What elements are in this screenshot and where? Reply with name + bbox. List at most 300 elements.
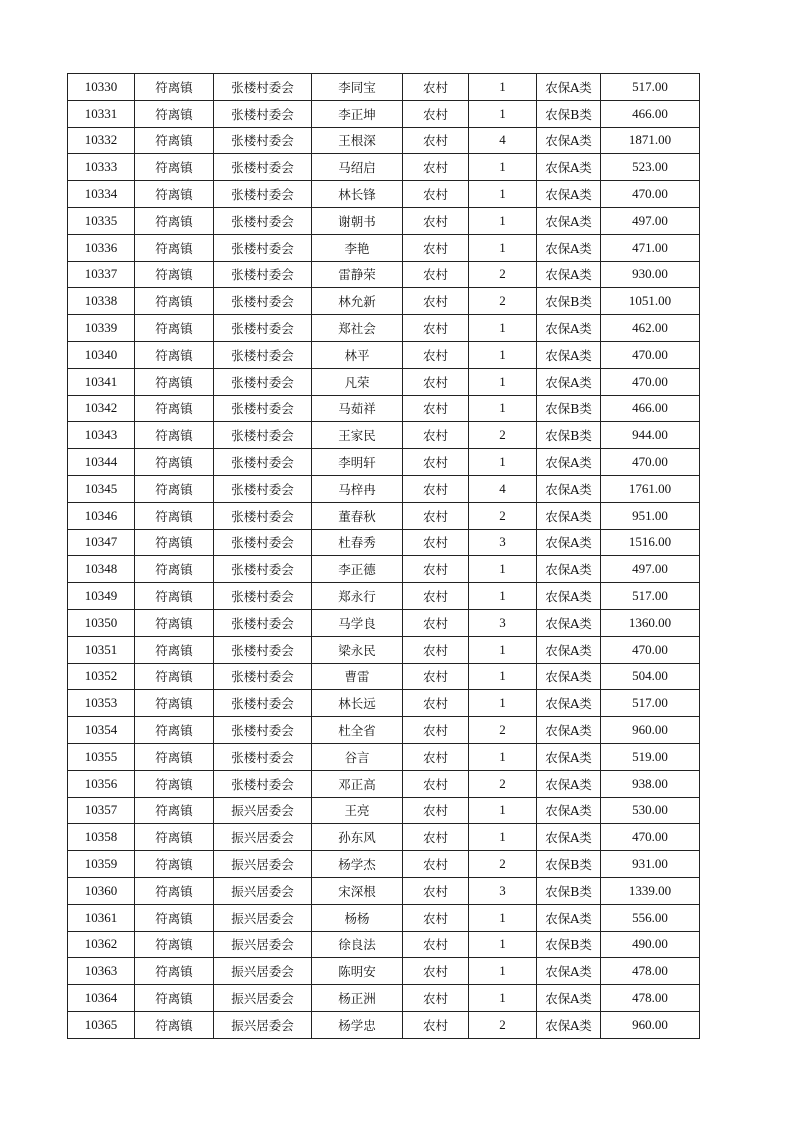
name-cell: 邓正高 xyxy=(312,770,403,797)
table-row xyxy=(68,261,700,288)
area-type-cell: 农村 xyxy=(403,824,469,851)
insurance-category-cell: 农保A类 xyxy=(537,958,601,985)
amount-cell: 1516.00 xyxy=(601,529,700,556)
area-type-cell: 农村 xyxy=(403,851,469,878)
record-id-cell: 10357 xyxy=(68,797,135,824)
table-row xyxy=(68,556,700,583)
household-count-cell: 1 xyxy=(469,449,537,476)
town-cell: 符离镇 xyxy=(135,127,214,154)
table-row xyxy=(68,288,700,315)
name-cell: 杨学杰 xyxy=(312,851,403,878)
area-type-cell: 农村 xyxy=(403,341,469,368)
area-type-cell: 农村 xyxy=(403,368,469,395)
name-cell: 杨学忠 xyxy=(312,1011,403,1038)
amount-cell: 497.00 xyxy=(601,556,700,583)
amount-cell: 504.00 xyxy=(601,663,700,690)
amount-cell: 462.00 xyxy=(601,315,700,342)
household-count-cell: 1 xyxy=(469,341,537,368)
table-row xyxy=(68,74,700,101)
record-id-cell: 10339 xyxy=(68,315,135,342)
town-cell: 符离镇 xyxy=(135,663,214,690)
area-type-cell: 农村 xyxy=(403,127,469,154)
household-count-cell: 1 xyxy=(469,690,537,717)
area-type-cell: 农村 xyxy=(403,207,469,234)
household-count-cell: 1 xyxy=(469,824,537,851)
insurance-category-cell: 农保A类 xyxy=(537,556,601,583)
insurance-category-cell: 农保A类 xyxy=(537,181,601,208)
name-cell: 董春秋 xyxy=(312,502,403,529)
area-type-cell: 农村 xyxy=(403,100,469,127)
amount-cell: 517.00 xyxy=(601,690,700,717)
household-count-cell: 1 xyxy=(469,985,537,1012)
committee-cell: 张楼村委会 xyxy=(214,636,312,663)
insurance-category-cell: 农保A类 xyxy=(537,207,601,234)
insurance-category-cell: 农保A类 xyxy=(537,261,601,288)
record-id-cell: 10356 xyxy=(68,770,135,797)
table-row xyxy=(68,100,700,127)
household-count-cell: 4 xyxy=(469,127,537,154)
insurance-category-cell: 农保B类 xyxy=(537,422,601,449)
committee-cell: 张楼村委会 xyxy=(214,127,312,154)
amount-cell: 1360.00 xyxy=(601,609,700,636)
record-id-cell: 10347 xyxy=(68,529,135,556)
committee-cell: 张楼村委会 xyxy=(214,181,312,208)
town-cell: 符离镇 xyxy=(135,315,214,342)
record-id-cell: 10343 xyxy=(68,422,135,449)
insurance-category-cell: 农保A类 xyxy=(537,234,601,261)
household-count-cell: 2 xyxy=(469,261,537,288)
household-count-cell: 1 xyxy=(469,797,537,824)
amount-cell: 1051.00 xyxy=(601,288,700,315)
insurance-category-cell: 农保A类 xyxy=(537,609,601,636)
table-row xyxy=(68,690,700,717)
insurance-category-cell: 农保B类 xyxy=(537,877,601,904)
area-type-cell: 农村 xyxy=(403,1011,469,1038)
name-cell: 杜春秀 xyxy=(312,529,403,556)
amount-cell: 931.00 xyxy=(601,851,700,878)
record-id-cell: 10340 xyxy=(68,341,135,368)
name-cell: 梁永民 xyxy=(312,636,403,663)
name-cell: 徐良法 xyxy=(312,931,403,958)
town-cell: 符离镇 xyxy=(135,529,214,556)
record-id-cell: 10353 xyxy=(68,690,135,717)
amount-cell: 470.00 xyxy=(601,636,700,663)
insurance-category-cell: 农保A类 xyxy=(537,1011,601,1038)
insurance-category-cell: 农保A类 xyxy=(537,368,601,395)
table-row xyxy=(68,851,700,878)
area-type-cell: 农村 xyxy=(403,422,469,449)
insurance-category-cell: 农保A类 xyxy=(537,154,601,181)
area-type-cell: 农村 xyxy=(403,502,469,529)
town-cell: 符离镇 xyxy=(135,368,214,395)
name-cell: 林平 xyxy=(312,341,403,368)
insurance-category-cell: 农保A类 xyxy=(537,904,601,931)
record-id-cell: 10341 xyxy=(68,368,135,395)
committee-cell: 振兴居委会 xyxy=(214,824,312,851)
household-count-cell: 3 xyxy=(469,529,537,556)
name-cell: 雷静荣 xyxy=(312,261,403,288)
committee-cell: 张楼村委会 xyxy=(214,154,312,181)
record-id-cell: 10362 xyxy=(68,931,135,958)
town-cell: 符离镇 xyxy=(135,449,214,476)
household-count-cell: 2 xyxy=(469,422,537,449)
committee-cell: 振兴居委会 xyxy=(214,985,312,1012)
town-cell: 符离镇 xyxy=(135,556,214,583)
amount-cell: 470.00 xyxy=(601,368,700,395)
amount-cell: 951.00 xyxy=(601,502,700,529)
town-cell: 符离镇 xyxy=(135,985,214,1012)
insurance-category-cell: 农保A类 xyxy=(537,449,601,476)
area-type-cell: 农村 xyxy=(403,315,469,342)
table-row xyxy=(68,797,700,824)
amount-cell: 466.00 xyxy=(601,395,700,422)
amount-cell: 517.00 xyxy=(601,583,700,610)
table-row xyxy=(68,583,700,610)
insurance-category-cell: 农保A类 xyxy=(537,341,601,368)
committee-cell: 振兴居委会 xyxy=(214,931,312,958)
household-count-cell: 1 xyxy=(469,904,537,931)
table-row xyxy=(68,824,700,851)
town-cell: 符离镇 xyxy=(135,100,214,127)
amount-cell: 960.00 xyxy=(601,1011,700,1038)
table-row xyxy=(68,475,700,502)
town-cell: 符离镇 xyxy=(135,770,214,797)
area-type-cell: 农村 xyxy=(403,449,469,476)
insurance-category-cell: 农保A类 xyxy=(537,74,601,101)
committee-cell: 张楼村委会 xyxy=(214,395,312,422)
committee-cell: 张楼村委会 xyxy=(214,261,312,288)
table-row xyxy=(68,958,700,985)
name-cell: 马梓冉 xyxy=(312,475,403,502)
insurance-category-cell: 农保A类 xyxy=(537,770,601,797)
record-id-cell: 10332 xyxy=(68,127,135,154)
area-type-cell: 农村 xyxy=(403,797,469,824)
town-cell: 符离镇 xyxy=(135,288,214,315)
table-row xyxy=(68,234,700,261)
amount-cell: 1761.00 xyxy=(601,475,700,502)
insurance-category-cell: 农保A类 xyxy=(537,824,601,851)
area-type-cell: 农村 xyxy=(403,717,469,744)
table-row xyxy=(68,636,700,663)
table-row xyxy=(68,154,700,181)
insurance-category-cell: 农保A类 xyxy=(537,743,601,770)
household-count-cell: 3 xyxy=(469,609,537,636)
name-cell: 宋深根 xyxy=(312,877,403,904)
record-id-cell: 10342 xyxy=(68,395,135,422)
amount-cell: 930.00 xyxy=(601,261,700,288)
amount-cell: 517.00 xyxy=(601,74,700,101)
town-cell: 符离镇 xyxy=(135,475,214,502)
table-row xyxy=(68,663,700,690)
table-row xyxy=(68,877,700,904)
record-id-cell: 10333 xyxy=(68,154,135,181)
household-count-cell: 1 xyxy=(469,207,537,234)
amount-cell: 478.00 xyxy=(601,985,700,1012)
committee-cell: 张楼村委会 xyxy=(214,717,312,744)
area-type-cell: 农村 xyxy=(403,583,469,610)
town-cell: 符离镇 xyxy=(135,717,214,744)
household-count-cell: 2 xyxy=(469,502,537,529)
name-cell: 凡荣 xyxy=(312,368,403,395)
household-count-cell: 1 xyxy=(469,395,537,422)
town-cell: 符离镇 xyxy=(135,74,214,101)
name-cell: 杜全省 xyxy=(312,717,403,744)
household-count-cell: 2 xyxy=(469,288,537,315)
committee-cell: 张楼村委会 xyxy=(214,502,312,529)
insurance-category-cell: 农保A类 xyxy=(537,636,601,663)
amount-cell: 960.00 xyxy=(601,717,700,744)
insurance-category-cell: 农保B类 xyxy=(537,851,601,878)
amount-cell: 1871.00 xyxy=(601,127,700,154)
name-cell: 曹雷 xyxy=(312,663,403,690)
amount-cell: 471.00 xyxy=(601,234,700,261)
town-cell: 符离镇 xyxy=(135,234,214,261)
amount-cell: 470.00 xyxy=(601,449,700,476)
insurance-category-cell: 农保A类 xyxy=(537,475,601,502)
committee-cell: 张楼村委会 xyxy=(214,475,312,502)
table-row xyxy=(68,368,700,395)
name-cell: 李正德 xyxy=(312,556,403,583)
name-cell: 孙东风 xyxy=(312,824,403,851)
record-id-cell: 10364 xyxy=(68,985,135,1012)
record-id-cell: 10344 xyxy=(68,449,135,476)
committee-cell: 振兴居委会 xyxy=(214,877,312,904)
insurance-category-cell: 农保A类 xyxy=(537,663,601,690)
area-type-cell: 农村 xyxy=(403,985,469,1012)
town-cell: 符离镇 xyxy=(135,824,214,851)
record-id-cell: 10346 xyxy=(68,502,135,529)
table-body xyxy=(68,74,700,1039)
record-id-cell: 10359 xyxy=(68,851,135,878)
record-id-cell: 10354 xyxy=(68,717,135,744)
committee-cell: 张楼村委会 xyxy=(214,207,312,234)
area-type-cell: 农村 xyxy=(403,288,469,315)
name-cell: 谢朝书 xyxy=(312,207,403,234)
committee-cell: 张楼村委会 xyxy=(214,529,312,556)
household-count-cell: 1 xyxy=(469,368,537,395)
amount-cell: 470.00 xyxy=(601,824,700,851)
committee-cell: 张楼村委会 xyxy=(214,556,312,583)
committee-cell: 张楼村委会 xyxy=(214,315,312,342)
table-row xyxy=(68,931,700,958)
area-type-cell: 农村 xyxy=(403,556,469,583)
town-cell: 符离镇 xyxy=(135,877,214,904)
name-cell: 李同宝 xyxy=(312,74,403,101)
record-id-cell: 10365 xyxy=(68,1011,135,1038)
area-type-cell: 农村 xyxy=(403,154,469,181)
committee-cell: 张楼村委会 xyxy=(214,368,312,395)
area-type-cell: 农村 xyxy=(403,609,469,636)
record-id-cell: 10338 xyxy=(68,288,135,315)
insurance-category-cell: 农保A类 xyxy=(537,985,601,1012)
insurance-category-cell: 农保A类 xyxy=(537,690,601,717)
committee-cell: 振兴居委会 xyxy=(214,958,312,985)
household-count-cell: 1 xyxy=(469,931,537,958)
record-id-cell: 10335 xyxy=(68,207,135,234)
committee-cell: 振兴居委会 xyxy=(214,851,312,878)
town-cell: 符离镇 xyxy=(135,743,214,770)
town-cell: 符离镇 xyxy=(135,851,214,878)
committee-cell: 张楼村委会 xyxy=(214,422,312,449)
insurance-category-cell: 农保A类 xyxy=(537,502,601,529)
amount-cell: 497.00 xyxy=(601,207,700,234)
area-type-cell: 农村 xyxy=(403,261,469,288)
record-id-cell: 10360 xyxy=(68,877,135,904)
town-cell: 符离镇 xyxy=(135,341,214,368)
table-row xyxy=(68,904,700,931)
household-count-cell: 2 xyxy=(469,717,537,744)
record-id-cell: 10352 xyxy=(68,663,135,690)
committee-cell: 张楼村委会 xyxy=(214,234,312,261)
name-cell: 王亮 xyxy=(312,797,403,824)
town-cell: 符离镇 xyxy=(135,931,214,958)
insurance-category-cell: 农保B类 xyxy=(537,395,601,422)
record-id-cell: 10330 xyxy=(68,74,135,101)
table-row xyxy=(68,770,700,797)
table-row xyxy=(68,422,700,449)
record-id-cell: 10358 xyxy=(68,824,135,851)
amount-cell: 556.00 xyxy=(601,904,700,931)
committee-cell: 振兴居委会 xyxy=(214,797,312,824)
table-row xyxy=(68,529,700,556)
area-type-cell: 农村 xyxy=(403,877,469,904)
town-cell: 符离镇 xyxy=(135,422,214,449)
record-id-cell: 10336 xyxy=(68,234,135,261)
household-count-cell: 1 xyxy=(469,74,537,101)
insurance-category-cell: 农保A类 xyxy=(537,529,601,556)
record-id-cell: 10361 xyxy=(68,904,135,931)
household-count-cell: 1 xyxy=(469,663,537,690)
table-row xyxy=(68,207,700,234)
town-cell: 符离镇 xyxy=(135,609,214,636)
amount-cell: 490.00 xyxy=(601,931,700,958)
name-cell: 马绍启 xyxy=(312,154,403,181)
household-count-cell: 2 xyxy=(469,770,537,797)
area-type-cell: 农村 xyxy=(403,931,469,958)
record-id-cell: 10350 xyxy=(68,609,135,636)
household-count-cell: 1 xyxy=(469,154,537,181)
committee-cell: 振兴居委会 xyxy=(214,1011,312,1038)
table-row xyxy=(68,502,700,529)
amount-cell: 470.00 xyxy=(601,341,700,368)
amount-cell: 530.00 xyxy=(601,797,700,824)
committee-cell: 张楼村委会 xyxy=(214,341,312,368)
insurance-category-cell: 农保A类 xyxy=(537,315,601,342)
table-row xyxy=(68,985,700,1012)
subsidy-table xyxy=(67,73,700,1039)
household-count-cell: 1 xyxy=(469,636,537,663)
record-id-cell: 10349 xyxy=(68,583,135,610)
insurance-category-cell: 农保A类 xyxy=(537,127,601,154)
area-type-cell: 农村 xyxy=(403,234,469,261)
committee-cell: 张楼村委会 xyxy=(214,100,312,127)
amount-cell: 523.00 xyxy=(601,154,700,181)
committee-cell: 张楼村委会 xyxy=(214,74,312,101)
household-count-cell: 2 xyxy=(469,851,537,878)
amount-cell: 478.00 xyxy=(601,958,700,985)
household-count-cell: 3 xyxy=(469,877,537,904)
household-count-cell: 1 xyxy=(469,958,537,985)
committee-cell: 张楼村委会 xyxy=(214,609,312,636)
name-cell: 陈明安 xyxy=(312,958,403,985)
household-count-cell: 1 xyxy=(469,100,537,127)
name-cell: 李正坤 xyxy=(312,100,403,127)
name-cell: 李艳 xyxy=(312,234,403,261)
name-cell: 林长锋 xyxy=(312,181,403,208)
record-id-cell: 10337 xyxy=(68,261,135,288)
table-row xyxy=(68,1011,700,1038)
household-count-cell: 1 xyxy=(469,556,537,583)
record-id-cell: 10351 xyxy=(68,636,135,663)
name-cell: 郑社会 xyxy=(312,315,403,342)
name-cell: 林长远 xyxy=(312,690,403,717)
name-cell: 王根深 xyxy=(312,127,403,154)
name-cell: 马茹祥 xyxy=(312,395,403,422)
table-row xyxy=(68,609,700,636)
committee-cell: 张楼村委会 xyxy=(214,288,312,315)
area-type-cell: 农村 xyxy=(403,958,469,985)
insurance-category-cell: 农保A类 xyxy=(537,583,601,610)
table-row xyxy=(68,717,700,744)
area-type-cell: 农村 xyxy=(403,636,469,663)
record-id-cell: 10355 xyxy=(68,743,135,770)
committee-cell: 张楼村委会 xyxy=(214,770,312,797)
town-cell: 符离镇 xyxy=(135,502,214,529)
table-row xyxy=(68,395,700,422)
table-row xyxy=(68,127,700,154)
town-cell: 符离镇 xyxy=(135,690,214,717)
town-cell: 符离镇 xyxy=(135,181,214,208)
name-cell: 王家民 xyxy=(312,422,403,449)
record-id-cell: 10345 xyxy=(68,475,135,502)
household-count-cell: 1 xyxy=(469,743,537,770)
town-cell: 符离镇 xyxy=(135,207,214,234)
record-id-cell: 10334 xyxy=(68,181,135,208)
area-type-cell: 农村 xyxy=(403,690,469,717)
amount-cell: 1339.00 xyxy=(601,877,700,904)
table-row xyxy=(68,743,700,770)
town-cell: 符离镇 xyxy=(135,636,214,663)
town-cell: 符离镇 xyxy=(135,395,214,422)
area-type-cell: 农村 xyxy=(403,663,469,690)
name-cell: 马学良 xyxy=(312,609,403,636)
household-count-cell: 1 xyxy=(469,234,537,261)
area-type-cell: 农村 xyxy=(403,475,469,502)
household-count-cell: 2 xyxy=(469,1011,537,1038)
area-type-cell: 农村 xyxy=(403,74,469,101)
committee-cell: 张楼村委会 xyxy=(214,743,312,770)
name-cell: 杨正洲 xyxy=(312,985,403,1012)
insurance-category-cell: 农保A类 xyxy=(537,717,601,744)
name-cell: 杨杨 xyxy=(312,904,403,931)
amount-cell: 466.00 xyxy=(601,100,700,127)
amount-cell: 944.00 xyxy=(601,422,700,449)
table-row xyxy=(68,341,700,368)
record-id-cell: 10363 xyxy=(68,958,135,985)
record-id-cell: 10348 xyxy=(68,556,135,583)
name-cell: 谷言 xyxy=(312,743,403,770)
household-count-cell: 4 xyxy=(469,475,537,502)
amount-cell: 470.00 xyxy=(601,181,700,208)
amount-cell: 519.00 xyxy=(601,743,700,770)
insurance-category-cell: 农保A类 xyxy=(537,797,601,824)
town-cell: 符离镇 xyxy=(135,904,214,931)
table-row xyxy=(68,315,700,342)
insurance-category-cell: 农保B类 xyxy=(537,288,601,315)
household-count-cell: 1 xyxy=(469,583,537,610)
amount-cell: 938.00 xyxy=(601,770,700,797)
committee-cell: 张楼村委会 xyxy=(214,583,312,610)
